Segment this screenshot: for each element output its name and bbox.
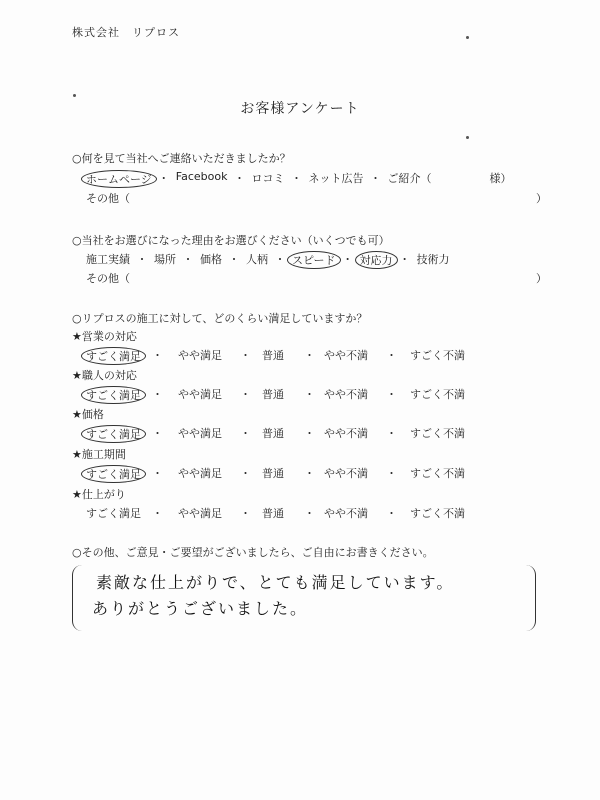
q3-bullet: ・ [152,388,163,401]
q3-category-2: ★価格 [72,408,104,421]
q3-option-3-0-selected[interactable]: すごく満足 [81,465,146,483]
q2-option-speed-selected[interactable]: スピード [287,251,341,269]
scan-dot [466,136,469,139]
q2-option-response-selected[interactable]: 対応力 [355,251,398,269]
q1-option-kuchikomi[interactable]: ロコミ [251,172,285,185]
q1-other-label: その他（ [86,192,130,205]
q3-bullet: ・ [240,467,251,480]
q3-option-1-2[interactable]: 普通 [262,388,284,401]
q3-option-4-2[interactable]: 普通 [262,507,284,520]
question-2: ○当社をお選びになった理由をお選びください（いくつでも可） [72,234,390,247]
question-4: ○その他、ご意見・ご要望がございましたら、ご自由にお書きください。 [72,546,434,559]
q3-option-1-0-selected[interactable]: すごく満足 [81,386,146,404]
page-title: お客様アンケート [240,101,360,117]
comment-line-2: ありがとうございました。 [92,599,309,618]
q3-option-4-4[interactable]: すごく不満 [410,507,465,520]
q3-option-3-3[interactable]: やや不満 [324,467,368,480]
q3-option-2-2[interactable]: 普通 [262,427,284,440]
q3-bullet: ・ [386,507,397,520]
q3-bullet: ・ [240,388,251,401]
question-1: ○何を見て当社へご連絡いただきましたか？ [72,152,291,165]
q1-option-net-ad[interactable]: ネット広告 [308,172,364,185]
q3-category-3: ★施工期間 [72,448,126,461]
q3-option-4-3[interactable]: やや不満 [324,507,368,520]
q3-option-1-4[interactable]: すごく不満 [410,388,465,401]
scan-dot [466,36,469,39]
q3-option-0-2[interactable]: 普通 [262,349,284,362]
q3-bullet: ・ [152,507,163,520]
q3-bullet: ・ [304,467,315,480]
scan-dot [73,94,76,97]
q2-other-close: ） [536,272,547,285]
q3-bullet: ・ [386,349,397,362]
q3-option-0-1[interactable]: やや満足 [178,349,222,362]
q3-option-2-0-selected[interactable]: すごく満足 [81,425,146,443]
q3-option-3-1[interactable]: やや満足 [178,467,222,480]
q2-other-label: その他（ [86,272,130,285]
q3-option-2-3[interactable]: やや不満 [324,427,368,440]
q1-options: ホームページ ・ Facebook ・ ロコミ ・ ネット広告 ・ ご紹介（ 様） [86,170,511,188]
q2-option-price[interactable]: 価格 [200,253,222,266]
q3-bullet: ・ [240,349,251,362]
q3-category-4: ★仕上がり [72,488,126,501]
q3-bullet: ・ [152,427,163,440]
q3-bullet: ・ [304,507,315,520]
q3-bullet: ・ [240,427,251,440]
q3-bullet: ・ [152,349,163,362]
q3-category-0: ★営業の対応 [72,330,137,343]
q3-option-1-3[interactable]: やや不満 [324,388,368,401]
q3-bullet: ・ [386,388,397,401]
question-3: ○リプロスの施工に対して、どのくらい満足していますか？ [72,312,368,325]
q2-option-personality[interactable]: 人柄 [246,253,268,266]
q1-option-homepage-selected[interactable]: ホームページ [81,170,157,188]
q1-option-referral-close: 様） [489,172,512,185]
q3-option-2-4[interactable]: すごく不満 [410,427,465,440]
q3-option-3-2[interactable]: 普通 [262,467,284,480]
q3-option-0-3[interactable]: やや不満 [324,349,368,362]
q3-option-0-0-selected[interactable]: すごく満足 [81,347,146,365]
q3-bullet: ・ [386,427,397,440]
q3-option-4-1[interactable]: やや満足 [178,507,222,520]
q3-option-0-4[interactable]: すごく不満 [410,349,465,362]
q3-bullet: ・ [304,349,315,362]
q3-option-3-4[interactable]: すごく不満 [410,467,465,480]
q3-option-4-0[interactable]: すごく満足 [86,507,141,520]
q1-option-referral[interactable]: ご紹介（ [387,172,432,185]
q3-bullet: ・ [304,427,315,440]
q2-options: 施工実績 ・ 場所 ・ 価格 ・ 人柄 ・ スピード ・ 対応力 ・ 技術力 [86,253,450,267]
q3-bullet: ・ [152,467,163,480]
q2-option-technique[interactable]: 技術力 [416,253,450,266]
company-name: 株式会社 リプロス [72,26,180,39]
q1-other-close: ） [536,192,547,205]
q2-option-location[interactable]: 場所 [154,253,176,266]
q3-bullet: ・ [386,467,397,480]
q3-option-2-1[interactable]: やや満足 [178,427,222,440]
q3-bullet: ・ [304,388,315,401]
comment-line-1: 素敵な仕上がりで、とても満足しています。 [96,573,455,592]
q3-category-1: ★職人の対応 [72,369,137,382]
q2-option-track-record[interactable]: 施工実績 [86,253,130,266]
q1-option-facebook[interactable]: Facebook [175,170,228,183]
q3-option-1-1[interactable]: やや満足 [178,388,222,401]
q3-bullet: ・ [240,507,251,520]
